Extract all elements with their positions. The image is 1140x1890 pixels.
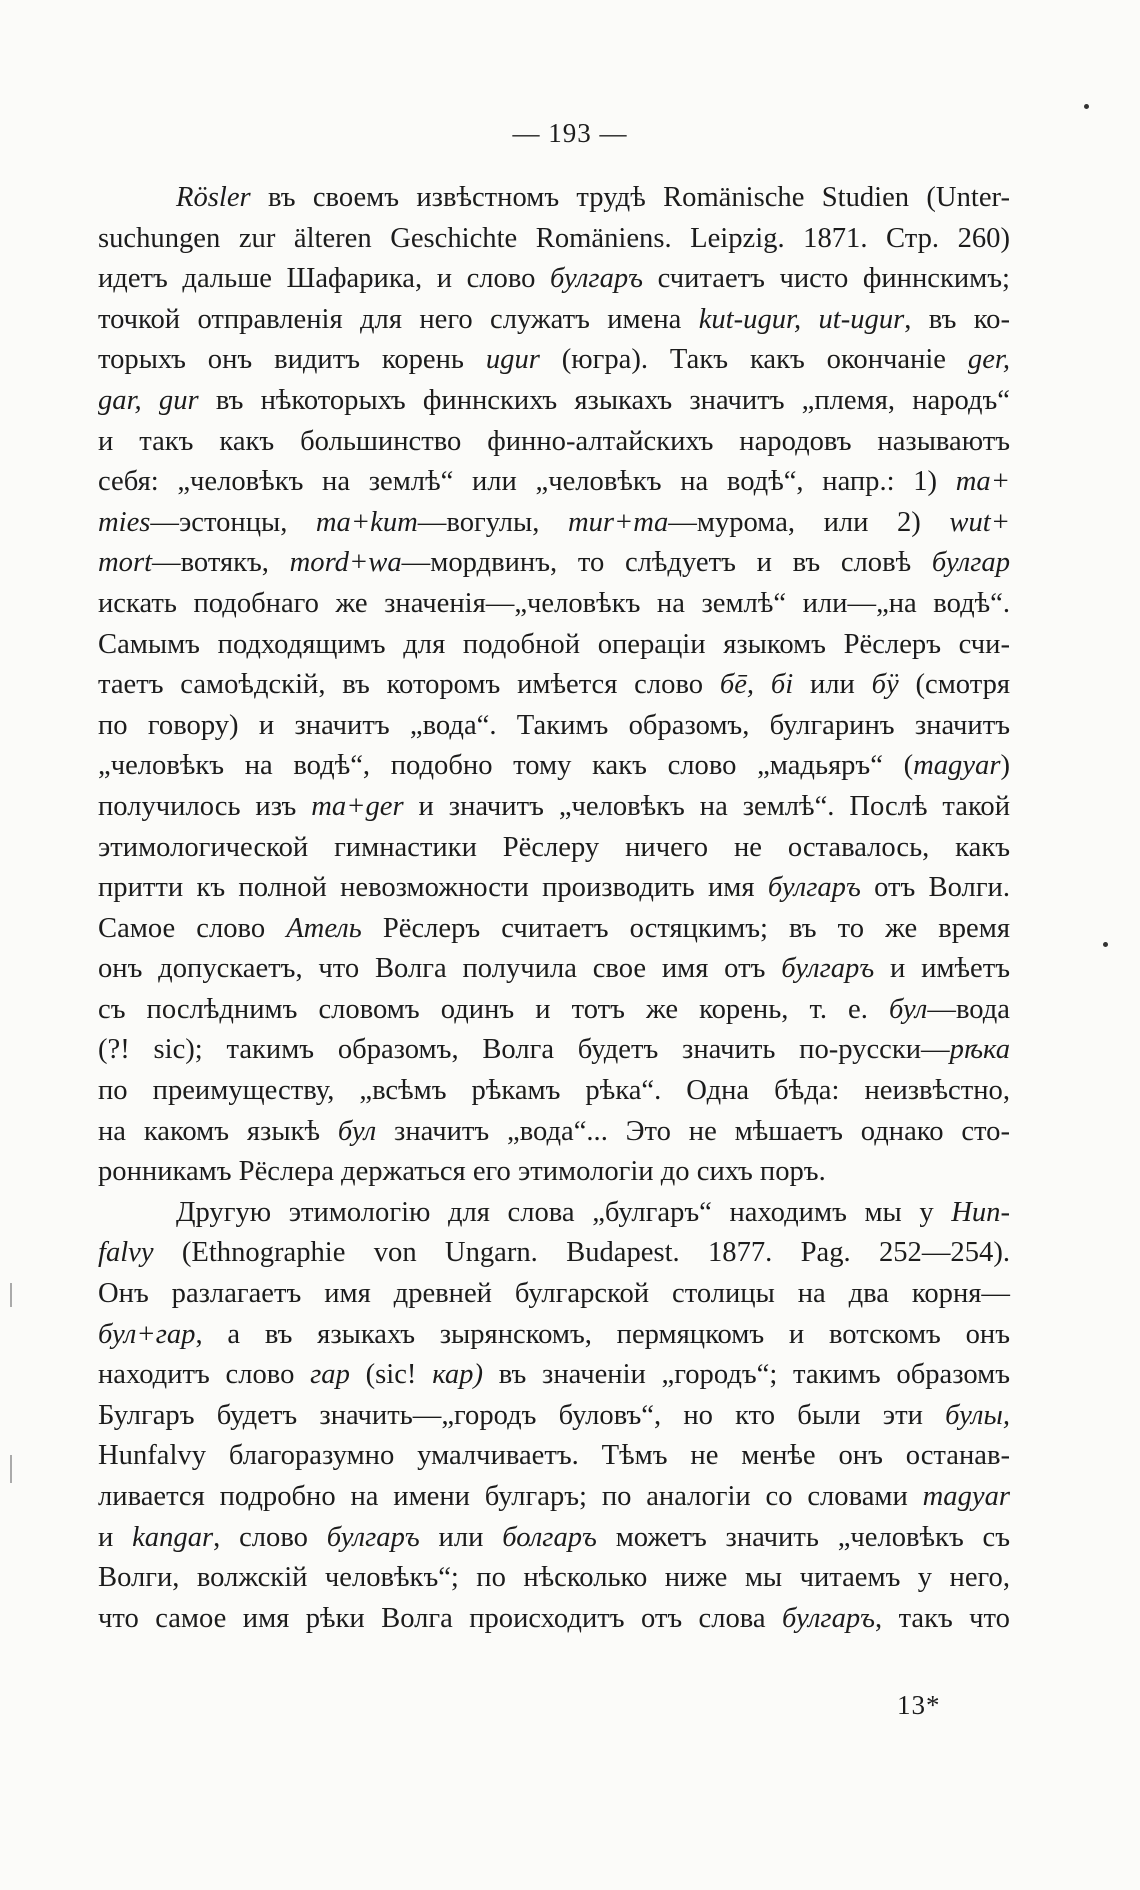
text-line	[98, 1274, 1010, 1315]
italic-term: болгаръ	[502, 1521, 597, 1553]
text-line	[98, 1396, 1010, 1437]
text-segment: что самое имя рѣки Волга происходитъ отъ слова	[98, 1602, 783, 1634]
text-segment: , а въ языкахъ зырянскомъ, пермяцкомъ и вотскомъ онъ	[195, 1318, 1010, 1350]
body-text	[98, 178, 1010, 1639]
text-segment: и значитъ „человѣкъ на землѣ“. Послѣ такой	[403, 790, 1010, 822]
text-segment: притти къ полной невозможности производить имя	[98, 872, 768, 904]
italic-term: булгаръ	[326, 1521, 420, 1553]
italic-term: magyar	[922, 1481, 1010, 1512]
text-segment: —мурома, или 2)	[668, 506, 950, 538]
text-segment: Волги, волжскій человѣкъ“; по нѣсколько ниже мы читаемъ у него,	[98, 1562, 1010, 1594]
text-line	[98, 949, 1010, 990]
italic-term: бул	[888, 993, 928, 1025]
text-segment: (?! sic); такимъ образомъ, Волга будетъ значить по-русски—	[98, 1034, 950, 1066]
italic-term: булгаръ	[550, 263, 644, 295]
text-line	[98, 462, 1010, 503]
text-segment: Самымъ подходящимъ для подобной операціи языкомъ Рёслеръ счи-	[98, 628, 1010, 660]
italic-term: mies	[98, 506, 151, 538]
text-segment: получилось изъ	[98, 790, 312, 822]
text-segment: )	[1000, 750, 1010, 782]
text-segment: по преимуществу, „всѣмъ рѣкамъ рѣка“. Одна бѣда: неизвѣстно,	[98, 1075, 1010, 1107]
text-segment: на какомъ языкѣ	[98, 1115, 338, 1147]
signature-mark: 13*	[897, 1690, 941, 1720]
text-line	[98, 665, 1010, 706]
italic-term: magyar	[913, 750, 1001, 782]
italic-term: mord+wa	[289, 547, 402, 579]
italic-term: ugur	[485, 344, 540, 376]
text-line	[98, 868, 1010, 909]
paper-speck	[1103, 942, 1108, 947]
text-line	[98, 422, 1010, 463]
text-segment: Hunfalvy благоразумно умалчиваетъ. Тѣмъ не менѣе онъ останав-	[98, 1440, 1010, 1472]
text-line	[98, 340, 1010, 381]
italic-term: Атель	[286, 912, 362, 944]
text-segment: отъ Волги.	[860, 872, 1010, 904]
italic-term: булгаръ	[767, 872, 861, 904]
text-segment: онъ допускаетъ, что Волга получила свое имя отъ	[98, 953, 782, 985]
text-line	[98, 1518, 1010, 1559]
text-segment: себя: „человѣкъ на землѣ“ или „человѣкъ на водѣ“, напр.: 1)	[98, 466, 956, 498]
text-segment: „человѣкъ на водѣ“, подобно тому какъ слово „мадьяръ“ (	[98, 750, 914, 782]
text-segment: ливается подробно на имени булгаръ; по аналогіи со словами	[98, 1481, 923, 1512]
text-segment: (югра). Такъ какъ окончаніе	[539, 344, 968, 376]
text-line	[98, 1112, 1010, 1153]
text-segment: Самое слово	[98, 912, 287, 944]
text-line	[98, 381, 1010, 422]
italic-term: mort	[98, 547, 153, 579]
text-line	[98, 543, 1010, 584]
text-segment: этимологической гимнастики Рёслеру ничего не оставалось, какъ	[98, 831, 1010, 863]
text-line	[98, 1477, 1010, 1518]
text-line	[98, 584, 1010, 625]
italic-term: ger,	[967, 344, 1010, 376]
text-segment: или	[419, 1521, 503, 1553]
text-segment: съ послѣднимъ словомъ одинъ и тотъ же корень, т. е.	[98, 993, 889, 1025]
italic-term: бÿ	[871, 669, 899, 701]
text-segment: , въ ко-	[904, 303, 1011, 335]
italic-term: булгар	[931, 547, 1010, 579]
italic-term: бул	[337, 1115, 377, 1147]
text-segment: —эстонцы,	[150, 506, 316, 538]
text-segment: или	[793, 669, 872, 701]
text-line	[98, 1071, 1010, 1112]
text-segment: Онъ разлагаетъ имя древней булгарской столицы на два корня—	[98, 1278, 1010, 1310]
text-segment: торыхъ онъ видитъ корень	[98, 344, 486, 376]
text-segment: (смотря	[898, 669, 1011, 701]
text-segment: (Ethnographie von Ungarn. Budapest. 1877. Pag. 252—254).	[153, 1237, 1010, 1269]
text-line	[98, 178, 1010, 219]
text-line	[98, 1193, 1010, 1234]
text-segment: значитъ „вода“... Это не мѣшаетъ однако сто-	[376, 1115, 1010, 1147]
italic-term: mur+ma	[567, 506, 669, 538]
text-segment: въ значеніи „городъ“; такимъ образомъ	[482, 1359, 1010, 1391]
text-segment: —вода	[927, 993, 1010, 1025]
italic-term: кар)	[432, 1359, 483, 1391]
text-segment: и такъ какъ большинство финно-алтайскихъ народовъ называютъ	[98, 425, 1010, 457]
text-line	[98, 1599, 1010, 1640]
italic-term: ma+	[955, 466, 1010, 498]
paper-speck	[1084, 104, 1089, 109]
italic-term: kangar	[132, 1521, 214, 1553]
text-line	[98, 625, 1010, 666]
text-line	[98, 259, 1010, 300]
text-line	[98, 219, 1010, 260]
text-segment: таетъ самоѣдскій, въ которомъ имѣется слово	[98, 669, 720, 701]
text-segment: Другую этимологію для слова „булгаръ“ находимъ мы у	[176, 1196, 952, 1228]
text-segment: —вотякъ,	[152, 547, 290, 579]
italic-term: falvy	[98, 1237, 154, 1269]
text-segment: находитъ слово	[98, 1359, 311, 1391]
text-segment: по говору) и значитъ „вода“. Такимъ образомъ, булгаринъ значитъ	[98, 709, 1010, 741]
italic-term: булгаръ	[781, 953, 875, 985]
text-line	[98, 909, 1010, 950]
italic-term: гар	[310, 1359, 350, 1391]
italic-term: ma+ger	[311, 790, 404, 822]
text-line	[98, 1355, 1010, 1396]
text-segment: идетъ дальше Шафарика, и слово	[98, 263, 551, 295]
italic-term: бē, бi	[719, 669, 794, 701]
text-line	[98, 706, 1010, 747]
italic-term: бул+гар	[98, 1318, 196, 1350]
text-line	[98, 503, 1010, 544]
italic-term: kut-ugur, ut-ugur	[698, 303, 905, 335]
italic-term: булгаръ	[782, 1602, 876, 1634]
text-segment: Рёслеръ считаетъ остяцкимъ; въ то же время	[361, 912, 1010, 944]
text-segment: (sic!	[349, 1359, 433, 1391]
text-segment: suchungen zur älteren Geschichte Romäniens. Leipzig. 1871. Стр. 260)	[98, 222, 1010, 254]
margin-mark	[10, 1283, 12, 1307]
text-segment: считаетъ чисто финнскимъ;	[643, 263, 1010, 295]
margin-mark	[10, 1455, 12, 1483]
text-line	[98, 1558, 1010, 1599]
text-line	[98, 1030, 1010, 1071]
text-line	[98, 300, 1010, 341]
text-segment: можетъ значить „человѣкъ съ	[596, 1521, 1011, 1553]
text-segment: Булгаръ будетъ значить—„городъ буловъ“, но кто были эти	[98, 1399, 946, 1431]
italic-term: wut+	[949, 506, 1010, 538]
text-segment: въ своемъ извѣстномъ трудѣ Romänische Studien (Unter-	[250, 182, 1010, 213]
text-line	[98, 1436, 1010, 1477]
text-segment: —мордвинъ, то слѣдуетъ и въ словѣ	[401, 547, 932, 579]
text-segment: , такъ что	[875, 1602, 1010, 1634]
text-line	[98, 1233, 1010, 1274]
text-line	[98, 828, 1010, 869]
text-line	[98, 990, 1010, 1031]
text-segment: ронникамъ Рёслера держаться его этимологіи до сихъ поръ.	[98, 1156, 826, 1188]
italic-term: булы,	[945, 1399, 1010, 1431]
italic-term: рѣка	[949, 1034, 1010, 1066]
italic-term: Hun-	[951, 1196, 1010, 1228]
text-segment: въ нѣкоторыхъ финнскихъ языкахъ значитъ „племя, народъ“	[198, 384, 1011, 416]
text-segment: , слово	[213, 1521, 327, 1553]
text-segment: и имѣетъ	[874, 953, 1010, 985]
text-segment: и	[98, 1521, 133, 1553]
italic-term: Rösler	[176, 182, 251, 213]
text-segment: искать подобнаго же значенія—„человѣкъ на землѣ“ или—„на водѣ“.	[98, 587, 1010, 619]
text-segment: —вогулы,	[417, 506, 568, 538]
text-segment: точкой отправленія для него служатъ имена	[98, 303, 699, 335]
text-line	[98, 1315, 1010, 1356]
text-line	[98, 1152, 1010, 1193]
page-header: — 193 —	[512, 118, 628, 148]
text-line	[98, 746, 1010, 787]
italic-term: ma+kum	[315, 506, 418, 538]
italic-term: gar, gur	[98, 384, 199, 416]
text-line	[98, 787, 1010, 828]
